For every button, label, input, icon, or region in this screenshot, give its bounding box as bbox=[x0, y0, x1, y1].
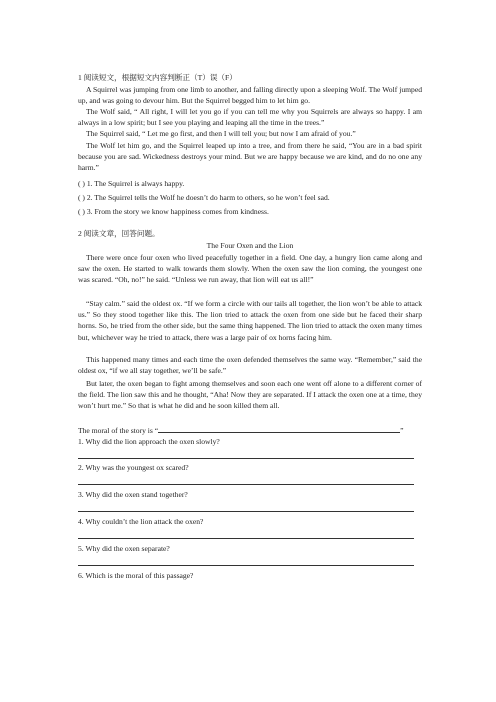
section2-heading: 2 阅读文章，回答问题。 bbox=[78, 229, 160, 238]
section2-paragraph-3: This happened many times and each time the oxen defended themselves the same way. “Remember,” said the oldest ox, “if we all stay together, we’ll be safe.” bbox=[78, 355, 422, 376]
question-5: 5. Why did the oxen separate? bbox=[78, 544, 170, 553]
section1-question-1: ( ) 1. The Squirrel is always happy. bbox=[78, 179, 185, 188]
moral-suffix: ” bbox=[400, 426, 404, 435]
question-2: 2. Why was the youngest ox scared? bbox=[78, 463, 189, 472]
moral-prefix: The moral of the story is “ bbox=[78, 426, 159, 435]
moral-answer-blank[interactable] bbox=[158, 424, 400, 433]
answer-line-3[interactable] bbox=[78, 511, 414, 512]
passage-title: The Four Oxen and the Lion bbox=[206, 241, 294, 250]
section1-paragraph-2: The Wolf said, “ All right, I will let you go if you can tell me why you Squirrels are always so happy. I am always in a low spirit; but I see you playing and leaping all the time in the trees.” bbox=[78, 107, 422, 128]
section1-question-2: ( ) 2. The Squirrel tells the Wolf he doesn’t do harm to others, so he won’t feel sad. bbox=[78, 193, 330, 202]
question-6: 6. Which is the moral of this passage? bbox=[78, 571, 194, 580]
answer-line-4[interactable] bbox=[78, 538, 414, 539]
section1-paragraph-4: The Wolf let him go, and the Squirrel leaped up into a tree, and from there he said, “You are in a bad spirit because you are sad. Wickedness destroys your mind. But we are happy because we are kind, and do no one any harm.” bbox=[78, 141, 422, 173]
section2-paragraph-2: “Stay calm.” said the oldest ox. “If we form a circle with our tails all together, the lion won’t be able to attack us.” So they stood together like this. The lion tried to attack the oxen from one side but he faced their sharp horns. So, he tried from the other side, but the same thing happened. The lion tried to attack the oxen many times but, whichever way he tried to attack, there was a large pair of ox horns facing him. bbox=[78, 299, 422, 342]
section2-paragraph-4: But later, the oxen began to fight among themselves and soon each one went off alone to a different corner of the field. The lion saw this and he thought, “Aha! Now they are separated. If I attack the oxen one at a time, they won’t hurt me.” So that is what he did and he soon killed them all. bbox=[78, 379, 422, 411]
section1-question-3: ( ) 3. From the story we know happiness comes from kindness. bbox=[78, 207, 269, 216]
section2-paragraph-1: There were once four oxen who lived peacefully together in a field. One day, a hungry lion came along and saw the oxen. He started to walk towards them slowly. When the oxen saw the lion coming, the youngest one was scared. “Oh, no!” he said. “Unless we run away, that lion will eat us all!” bbox=[78, 253, 422, 285]
answer-line-2[interactable] bbox=[78, 484, 414, 485]
section1-heading: 1 阅读短文，根据短文内容判断正（T）误（F） bbox=[78, 73, 237, 82]
question-4: 4. Why couldn’t the lion attack the oxen? bbox=[78, 517, 204, 526]
answer-line-1[interactable] bbox=[78, 458, 414, 459]
section1-paragraph-3: The Squirrel said, “ Let me go first, and then I will tell you; but now I am afraid of you.” bbox=[86, 129, 356, 138]
section1-paragraph-1: A Squirrel was jumping from one limb to another, and falling directly upon a sleeping Wolf. The Wolf jumped up, and was going to devour him. But the Squirrel begged him to let him go. bbox=[78, 85, 422, 106]
question-1: 1. Why did the lion approach the oxen slowly? bbox=[78, 437, 220, 446]
answer-line-5[interactable] bbox=[78, 565, 414, 566]
question-3: 3. Why did the oxen stand together? bbox=[78, 490, 188, 499]
moral-line bbox=[78, 424, 422, 436]
